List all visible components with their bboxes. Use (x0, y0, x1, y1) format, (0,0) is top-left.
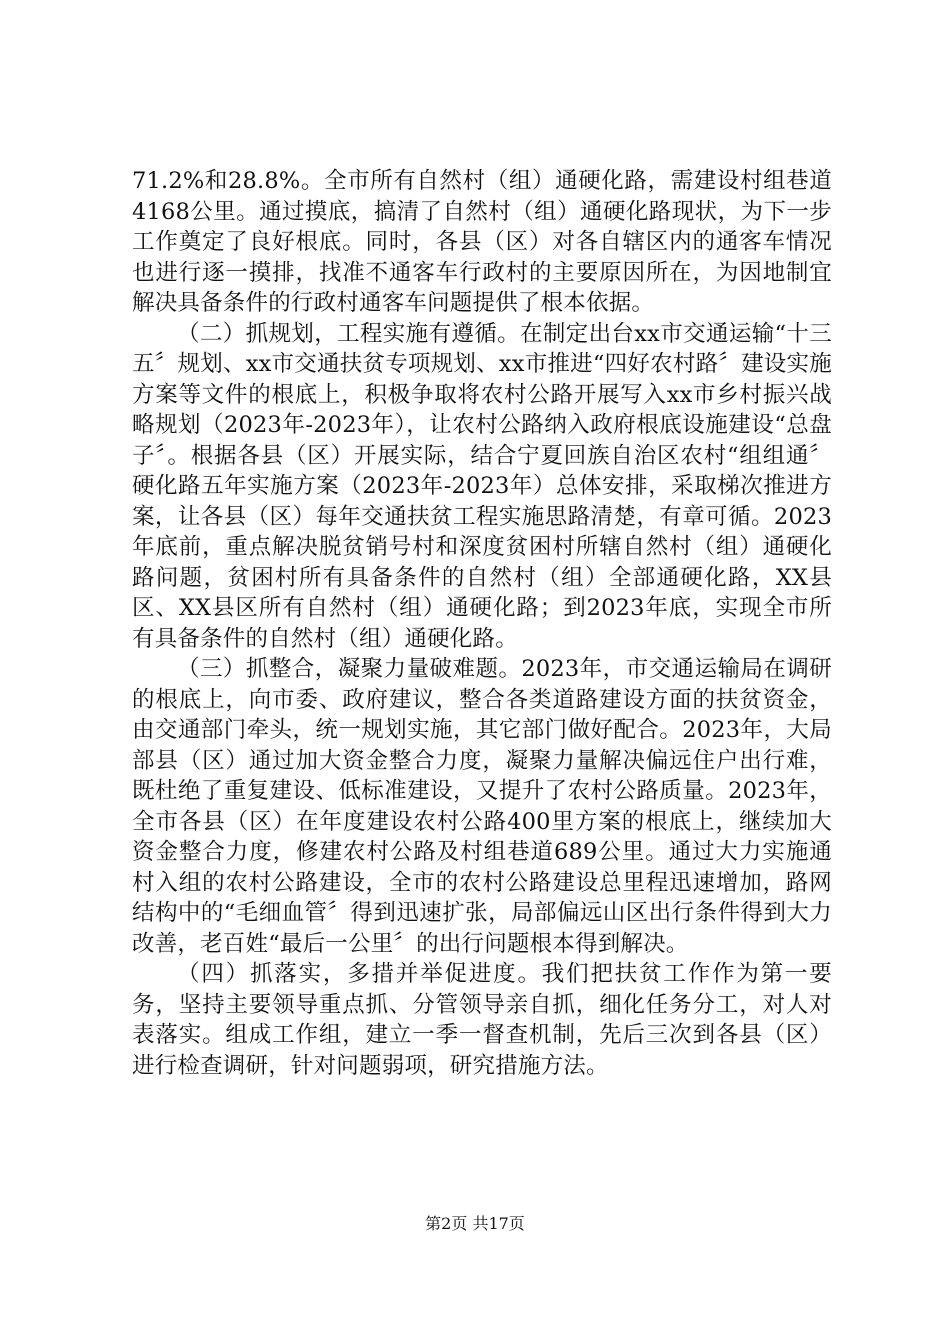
paragraph-1: 71.2%和28.8%。全市所有自然村（组）通硬化路，需建设村组巷道4168公里。通过摸底，搞清了自然村（组）通硬化路现状，为下一步工作奠定了良好根底。同时，各县（区）对各自辖区内的通客车情况也进行逐一摸排，找准不通客车行政村的主要原因所在，为因地制宜解决具备条件的行政村通客车问题提供了根本依据。 (132, 168, 832, 316)
paragraph-2: （二）抓规划，工程实施有遵循。在制定出台xx市交通运输“十三五〞规划、xx市交通扶贫专项规划、xx市推进“四好农村路〞建设实施方案等文件的根底上，积极争取将农村公路开展写入xx市乡村振兴战略规划（2023年-2023年），让农村公路纳入政府根底设施建设“总盘子〞。根据各县（区）开展实际，结合宁夏回族自治区农村“组组通〞硬化路五年实施方案（2023年-2023年）总体安排，采取梯次推进方案，让各县（区）每年交通扶贫工程实施思路清楚，有章可循。2023年底前，重点解决脱贫销号村和深度贫困村所辖自然村（组）通硬化路问题，贫困村所有具备条件的自然村（组）全部通硬化路，XX县区、XX县区所有自然村（组）通硬化路；到2023年底，实现全市所有具备条件的自然村（组）通硬化路。 (132, 320, 832, 652)
paragraph-3: （三）抓整合，凝聚力量破难题。2023年，市交通运输局在调研的根底上，向市委、政府建议，整合各类道路建设方面的扶贫资金，由交通部门牵头，统一规划实施，其它部门做好配合。2023年，大局部县（区）通过加大资金整合力度，凝聚力量解决偏远住户出行难，既杜绝了重复建设、低标准建设，又提升了农村公路质量。2023年，全市各县（区）在年度建设农村公路400里方案的根底上，继续加大资金整合力度，修建农村公路及村组巷道689公里。通过大力实施通村入组的农村公路建设，全市的农村公路建设总里程迅速增加，路网结构中的“毛细血管〞得到迅速扩张，局部偏远山区出行条件得到大力改善，老百姓“最后一公里〞的出行问题根本得到解决。 (132, 656, 832, 957)
paragraph-4: （四）抓落实，多措并举促进度。我们把扶贫工作作为第一要务，坚持主要领导重点抓、分管领导亲自抓，细化任务分工，对人对表落实。组成工作组，建立一季一督查机制，先后三次到各县（区）进行检查调研，针对问题弱项，研究措施方法。 (132, 961, 832, 1079)
document-body (132, 166, 832, 1081)
page-number-footer: 第2页 共17页 (425, 1214, 525, 1233)
